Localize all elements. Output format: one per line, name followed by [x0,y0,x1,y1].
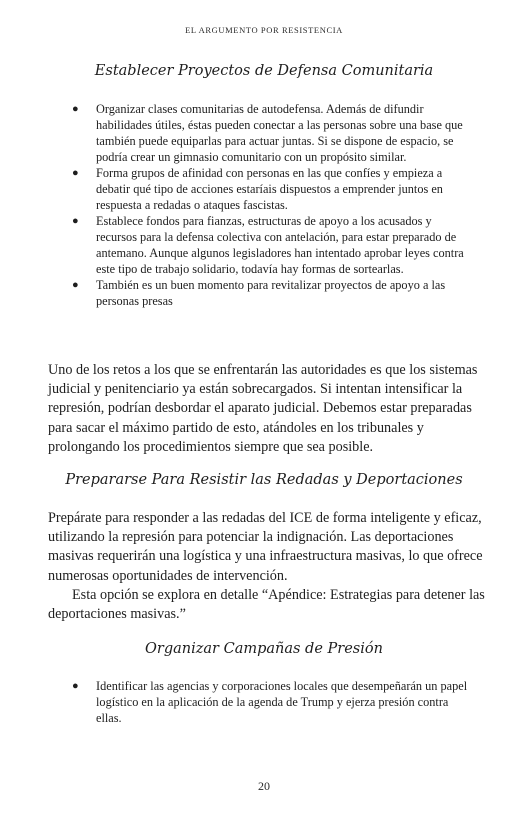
bullet-icon: ● [72,215,79,227]
list-item [70,213,470,277]
bullet-icon: ● [72,103,79,115]
list-item [70,678,470,726]
list-item-text: Establece fondos para fianzas, estructuras de apoyo a los acusados y recursos para la defensa colectiva con antelación, para estar preparado de antemano. Aunque algunos legisladores han intentado aprobar leyes contra este tipo de trabajo solidario, todavía hay formas de sortearlas. [96,214,464,276]
running-header: EL ARGUMENTO POR RESISTENCIA [185,25,343,35]
section-title-campanas-presion: Organizar Campañas de Presión [145,641,383,657]
bullet-icon: ● [72,279,79,291]
list-item [70,101,470,165]
body-paragraph-apendice: Esta opción se explora en detalle “Apéndice: Estrategias para detener las deportaciones masivas.” [48,587,485,623]
bullet-list-campanas [70,678,470,726]
list-item [70,277,470,309]
body-paragraph-retos: Uno de los retos a los que se enfrentarán las autoridades es que los sistemas judicial y penitenciario ya están sobrecargados. Si intentan intensificar la represión, podrían desbordar el aparato judicial. Debemos estar preparadas para sacar el máximo partido de esto, atándoles en los tribunales y prolongando los procedimientos siempre que sea posible. [48,362,478,455]
bullet-list-defensa [70,101,470,309]
list-item-text: Identificar las agencias y corporaciones locales que desempeñarán un papel logístico en la aplicación de la agenda de Trump y ejerza presión contra ellas. [96,679,468,725]
page-number: 20 [258,779,270,793]
list-item-text: Forma grupos de afinidad con personas en las que confíes y empieza a debatir qué tipo de acciones estaríais dispuestos a emprender juntos en respuesta a redadas o ataques fascistas. [96,166,443,212]
section-title-redadas: Prepararse Para Resistir las Redadas y Deportaciones [65,472,463,488]
list-item-text: También es un buen momento para revitalizar proyectos de apoyo a las personas presas [96,278,446,308]
list-item-text: Organizar clases comunitarias de autodefensa. Además de difundir habilidades útiles, éstas pueden conectar a las personas sobre una base que también puede equiparlas para actuar juntas. Si se dispone de espacio, se podría crear un gimnasio comunitario con un propósito similar. [96,102,463,164]
body-paragraph-redadas: Prepárate para responder a las redadas del ICE de forma inteligente y eficaz, utilizando la represión para potenciar la indignación. Las deportaciones masivas requerirán una logística y una infraestructura masivas, lo que ofrece numerosas oportunidades de intervención. [48,510,483,584]
bullet-icon: ● [72,167,79,179]
section-title-defensa-comunitaria: Establecer Proyectos de Defensa Comunitaria [94,63,434,79]
list-item [70,165,470,213]
bullet-icon: ● [72,680,79,692]
